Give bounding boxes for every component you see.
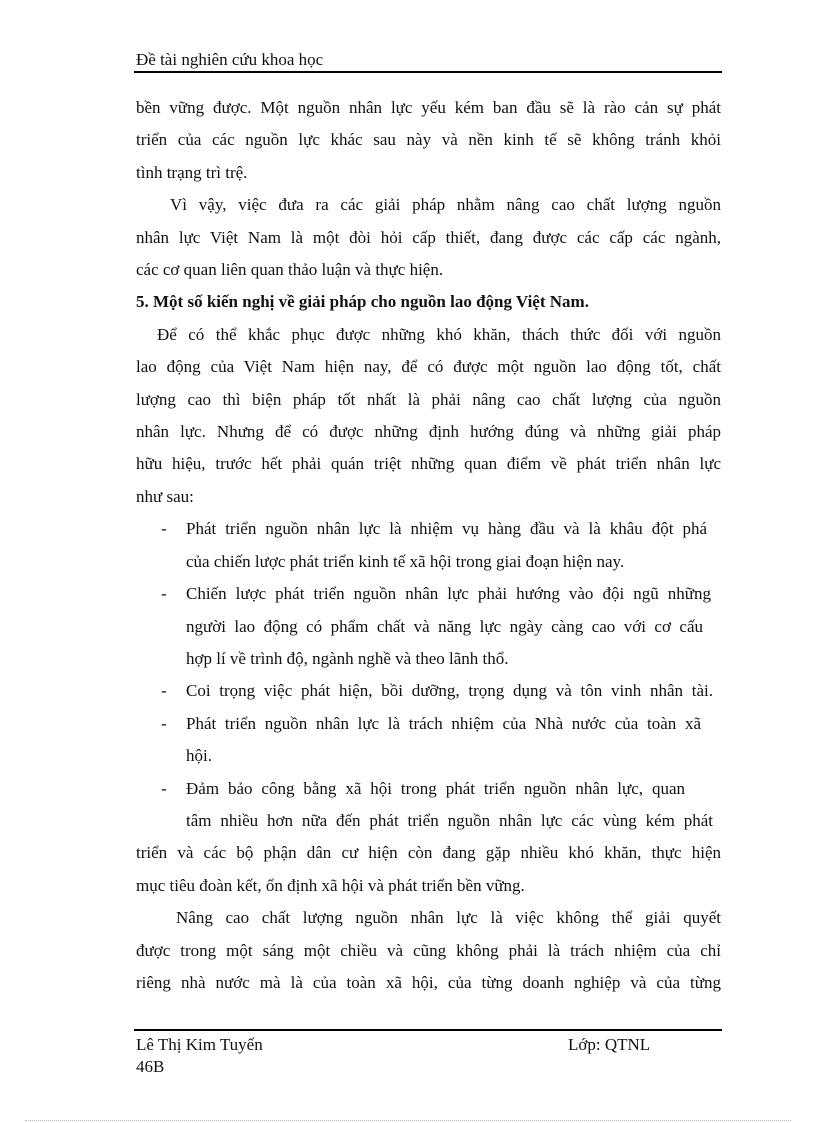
text-line: nhân lực. Nhưng để có được những định hướng đúng và những giải pháp	[136, 422, 721, 442]
text-line: như sau:	[136, 486, 194, 506]
footer-author-block	[136, 1034, 263, 1078]
document-body	[136, 92, 721, 999]
text-line: Chiến lược phát triển nguồn nhân lực phải hướng vào đội ngũ những	[186, 584, 711, 604]
text-line: của chiến lược phát triển kinh tế xã hội trong giai đoạn hiện nay.	[186, 551, 625, 571]
bullet-item	[136, 578, 721, 675]
bullet-item	[136, 773, 721, 838]
bullet-dash: -	[161, 778, 167, 798]
text-line: bền vững được. Một nguồn nhân lực yếu kém ban đầu sẽ là rào cản sự phát	[136, 98, 721, 117]
paragraph-2	[136, 189, 721, 286]
text-line: Phát triển nguồn nhân lực là trách nhiệm của Nhà nước của toàn xã	[186, 713, 701, 733]
text-line: Phát triển nguồn nhân lực là nhiệm vụ hàng đầu và là khâu đột phá	[186, 519, 707, 539]
text-line: nhân lực Việt Nam là một đòi hỏi cấp thiết, đang được các cấp các ngành,	[136, 227, 721, 247]
text-line: Nâng cao chất lượng nguồn nhân lực là việc không thể giải quyết	[176, 908, 721, 928]
paragraph-5	[136, 902, 721, 999]
text-line: được trong một sáng một chiều và cũng không phải là trách nhiệm của chỉ	[136, 940, 721, 960]
bullet-dash: -	[161, 713, 167, 733]
text-line: các cơ quan liên quan thảo luận và thực hiện.	[136, 260, 444, 280]
footer-author: Lê Thị Kim Tuyến	[136, 1035, 263, 1054]
footer-rule	[134, 1029, 722, 1031]
bullet-dash: -	[161, 681, 167, 701]
bullet-item	[136, 708, 721, 773]
text-line: triển và các bộ phận dân cư hiện còn đang gặp nhiều khó khăn, thực hiện	[136, 843, 721, 863]
bullet-item	[136, 675, 721, 707]
page-edge-divider	[25, 1120, 791, 1121]
header-rule	[134, 71, 722, 73]
text-line: hội.	[186, 746, 212, 766]
footer-class-number: 46B	[136, 1057, 165, 1076]
text-line: hợp lí về trình độ, ngành nghề và theo lãnh thổ.	[186, 648, 509, 668]
bullet-item	[136, 513, 721, 578]
paragraph-3	[136, 319, 721, 513]
bullet-dash: -	[161, 519, 167, 539]
paragraph-4	[136, 837, 721, 902]
text-line: người lao động có phẩm chất và năng lực ngày càng cao với cơ cấu	[186, 616, 703, 636]
page-header-title: Đề tài nghiên cứu khoa học	[136, 50, 324, 69]
text-line: lao động của Việt Nam hiện nay, để có được một nguồn lao động tốt, chất	[136, 357, 721, 377]
section-heading	[136, 286, 721, 318]
text-line: riêng nhà nước mà là của toàn xã hội, của từng doanh nghiệp và của từng	[136, 972, 721, 992]
footer-class-label: Lớp: QTNL	[568, 1035, 651, 1054]
heading-text: 5. Một số kiến nghị về giải pháp cho nguồn lao động Việt Nam.	[136, 292, 589, 312]
paragraph-1	[136, 92, 721, 189]
text-line: Đảm bảo công bằng xã hội trong phát triển nguồn nhân lực, quan	[186, 778, 685, 798]
text-line: Để có thể khắc phục được những khó khăn, thách thức đối với nguồn	[157, 324, 721, 344]
text-line: triển của các nguồn lực khác sau này và nền kinh tế sẽ không tránh khỏi	[136, 130, 721, 150]
text-line: hữu hiệu, trước hết phải quán triệt những quan điểm về phát triển nhân lực	[136, 454, 721, 474]
text-line: tâm nhiều hơn nữa đến phát triển nguồn nhân lực các vùng kém phát	[186, 810, 713, 830]
text-line: Coi trọng việc phát hiện, bồi dưỡng, trọng dụng và tôn vinh nhân tài.	[186, 681, 713, 701]
text-line: tình trạng trì trệ.	[136, 162, 248, 182]
bullet-dash: -	[161, 584, 167, 604]
text-line: lượng cao thì biện pháp tốt nhất là phải nâng cao chất lượng của nguồn	[136, 389, 721, 409]
text-line: Vì vậy, việc đưa ra các giải pháp nhằm nâng cao chất lượng nguồn	[170, 195, 721, 215]
text-line: mục tiêu đoàn kết, ổn định xã hội và phát triển bền vững.	[136, 875, 525, 895]
